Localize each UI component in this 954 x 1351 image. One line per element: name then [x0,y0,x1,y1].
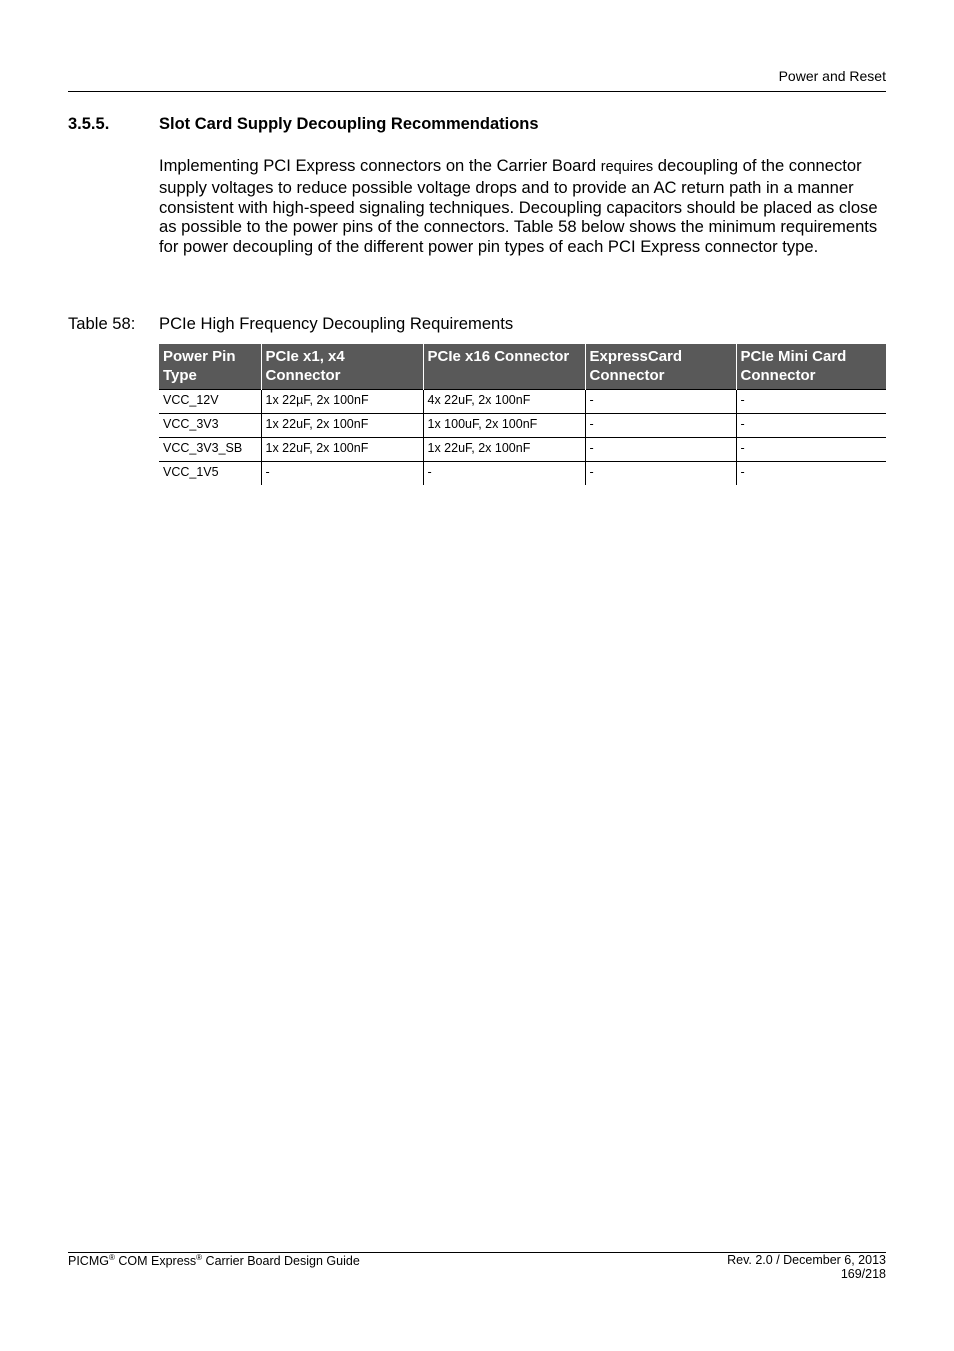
table-cell: 1x 22uF, 2x 100nF [261,438,423,462]
table-row [159,462,886,486]
table-cell: VCC_12V [159,390,261,414]
table-cell: - [736,390,886,414]
table-cell: VCC_3V3 [159,414,261,438]
footer-right [727,1253,886,1281]
registered-mark: ® [196,1253,203,1262]
table-row [159,438,886,462]
table-caption-title: PCIe High Frequency Decoupling Requirements [159,314,514,333]
footer-product: COM Express [114,1254,197,1268]
body-paragraph [159,156,887,257]
column-header: ExpressCard Connector [585,344,736,390]
registered-mark: ® [108,1253,115,1262]
running-header: Power and Reset [778,68,886,84]
table-cell: 1x 22uF, 2x 100nF [261,414,423,438]
column-header: PCIe Mini Card Connector [736,344,886,390]
table-cell: VCC_1V5 [159,462,261,486]
column-header: Power Pin Type [159,344,261,390]
table-cell: - [261,462,423,486]
table-cell: - [585,438,736,462]
table-caption-label: Table 58: [68,314,136,333]
footer-revision: Rev. 2.0 / December 6, 2013 [727,1253,886,1267]
decoupling-table [159,344,886,485]
paragraph-part-2: decoupling of the connector supply voltages to reduce possible voltage drops and to provide an AC return path in a manner consistent with high-speed signaling techniques. Decoupling capacitors should be placed as close as possible to the power pins of the connectors. Table 58 below shows the minimum requirements for power decoupling of the different power pin types of each PCI Express connector type. [159,156,878,257]
paragraph-part-1: Implementing PCI Express connectors on the Carrier Board [159,156,601,175]
table-cell: 4x 22uF, 2x 100nF [423,390,585,414]
table-cell: VCC_3V3_SB [159,438,261,462]
table-cell: - [585,390,736,414]
paragraph-small-word: requires [600,159,654,175]
footer-document-title [68,1253,360,1268]
section-number: 3.5.5. [68,115,110,133]
table-cell: - [736,438,886,462]
table-row [159,390,886,414]
header-rule [68,91,886,92]
section-title: Slot Card Supply Decoupling Recommendations [159,115,539,133]
column-header: PCIe x1, x4 Connector [261,344,423,390]
table-cell: - [585,414,736,438]
table-cell: - [585,462,736,486]
page-number: 169/218 [840,1267,886,1281]
table-cell: - [736,462,886,486]
table-cell: - [736,414,886,438]
table-row [159,414,886,438]
footer-brand: PICMG [68,1254,109,1268]
table-cell: 1x 22µF, 2x 100nF [261,390,423,414]
column-header: PCIe x16 Connector [423,344,585,390]
table-cell: 1x 22uF, 2x 100nF [423,438,585,462]
table-cell: 1x 100uF, 2x 100nF [423,414,585,438]
footer-guide: Carrier Board Design Guide [202,1254,360,1268]
table-header-row [159,344,886,390]
table-cell: - [423,462,585,486]
